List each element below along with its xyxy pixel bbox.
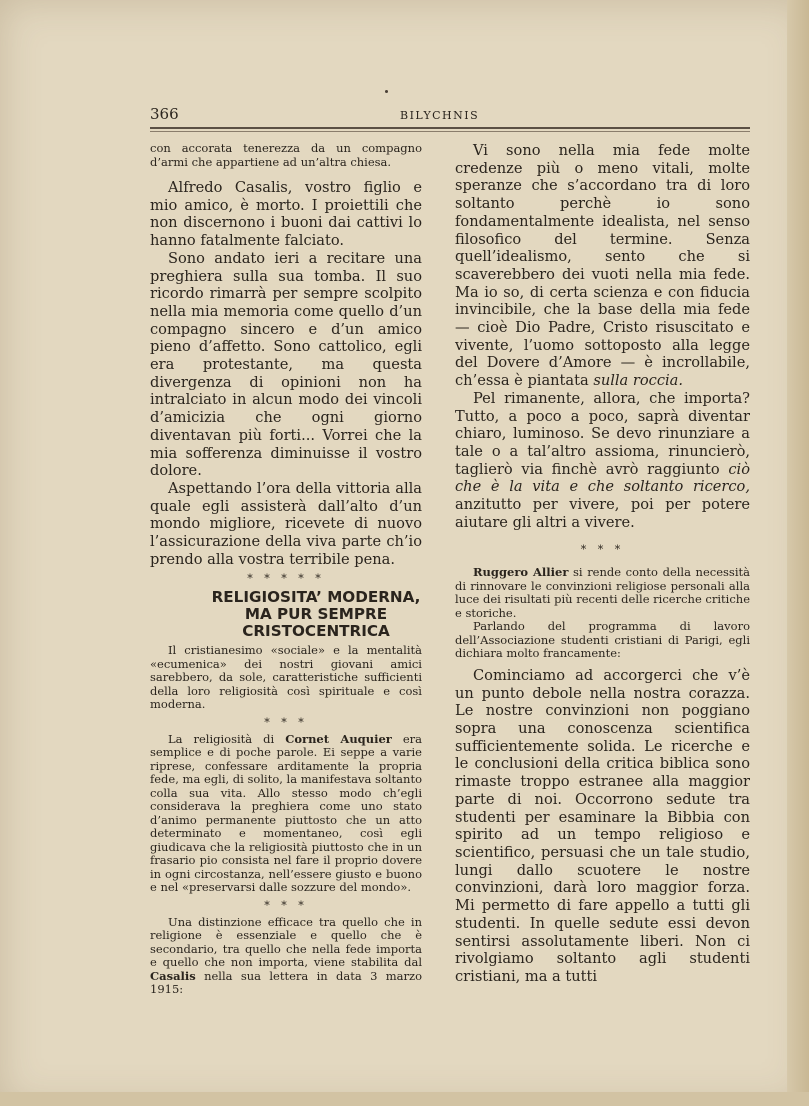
quote-paragraph: Cominciamo ad accorgerci che v’è un punto debole nella nostra corazza. Le nostre convinzioni non poggiano sopra una conoscenza scientifica sufficientemente solida. Le ricerche e le conclusioni della critica biblica sono rimaste troppo estranee alla maggior parte di noi. Occorrono sedute tra studenti per esaminare la Bibbia con spirito ad un tempo religioso e scientifico, persuasi che un tale studio, lungi dallo scuotere le nostre convinzioni, darà loro maggior forza. Mi permetto di fare appello a tutti gli studenti. In quelle sedute essi devon sentirsi assolutamente liberi. Non ci rivolgiamo soltanto agli studenti cristiani, ma a tutti bbox=[455, 666, 750, 985]
letter-paragraph: Alfredo Casalis, vostro figlio e mio amico, è morto. I proiettili che non discernono i buoni dai cattivi lo hanno fatalmente falciato. bbox=[150, 179, 422, 250]
body-paragraph bbox=[455, 566, 750, 620]
person-name: Casalis bbox=[150, 968, 196, 983]
quote-paragraph bbox=[455, 142, 750, 390]
text-run: Pel rimanente, allora, che importa? Tutto, a poco a poco, saprà diventar chiaro, luminoso. Se devo rinunziare a tale o a tal’altro assioma, rinuncierò, taglierò via finchè avrò raggiunto bbox=[455, 389, 750, 478]
person-name: Ruggero Allier bbox=[473, 565, 569, 580]
page-number: 366 bbox=[150, 105, 179, 123]
header-rule-thin bbox=[150, 131, 750, 132]
body-paragraph: Parlando del programma di lavoro dell’Associazione studenti cristiani di Parigi, egli dichiara molto francamente: bbox=[455, 619, 750, 661]
letter-paragraph: Aspettando l’ora della vittoria alla quale egli assisterà dall’alto d’un mondo migliore, ricevete di nuovo l’assicurazione della viva parte ch’io prendo alla vostra terribile pena. bbox=[150, 479, 422, 568]
left-column bbox=[150, 142, 422, 997]
text-run: si rende conto della necessità di rinnovare le convinzioni religiose personali alla luce dei risultati più recenti delle ricerche critiche e storiche. bbox=[455, 565, 750, 620]
print-mark bbox=[385, 90, 388, 93]
section-divider: * * * bbox=[264, 715, 308, 729]
text-run: era semplice e di poche parole. Ei seppe a varie riprese, confessare arditamente la propria fede, ma egli, di solito, la manifestava soltanto colla sua vita. Allo stesso modo ch’egli considerava la preghiera come uno stato d’animo permanente piuttosto che un atto determinato e momentaneo, così egli giudicava che la religiosità piuttosto che in un frasario pio consista nel fare il proprio dovere in ogni circostanza, nell’essere giusto e buono e nel «preservarsi dalle sozzure del mondo». bbox=[150, 731, 422, 895]
text-run: La religiosità di bbox=[168, 731, 286, 746]
section-divider: * * * bbox=[264, 898, 308, 912]
text-run: anzitutto per vivere, poi per potere aiutare gli altri a vivere. bbox=[455, 496, 750, 531]
running-title: BILYCHNIS bbox=[400, 109, 480, 122]
intro-text: con accorata tenerezza da un compagno d’armi che appartiene ad un’altra chiesa. bbox=[150, 141, 422, 169]
body-paragraph bbox=[150, 733, 422, 895]
page-bottom-edge bbox=[0, 1092, 809, 1106]
letter-paragraph: Sono andato ieri a recitare una preghiera sulla sua tomba. Il suo ricordo rimarrà per sempre scolpito nella mia memoria come quello d’un compagno sincero e d’un amico pieno d’affetto. Sono cattolico, egli era protestante, ma questa divergenza di opinioni non ha intralciato in alcun modo dei vincoli d’amicizia che ogni giorno diventavan più forti... Vorrei che la mia sofferenza diminuisse il vostro dolore. bbox=[150, 249, 422, 480]
text-run: nella sua lettera in data 3 marzo 1915: bbox=[150, 968, 422, 997]
page-header bbox=[150, 105, 750, 129]
section-divider: * * * bbox=[580, 543, 625, 557]
emphasis: sulla roccia. bbox=[593, 372, 684, 390]
person-name: Cornet Auquier bbox=[285, 731, 392, 746]
right-column bbox=[455, 142, 750, 986]
text-run: Vi sono nella mia fede molte credenze più o meno vitali, molte speranze che s’accordano tra di loro soltanto perchè io sono fondamentalmente idealista, nel senso filosofico del termine. Senza quell’idealismo, sento che si scaverebbero dei vuoti nella mia fede. Ma io so, di certa scienza e con fiducia invincibile, che la base della mia fede — cioè Dio Padre, Cristo risuscitato e vivente, l’uomo sottoposto alla legge del Dovere d’Amore — è incrollabile, ch’essa è piantata bbox=[455, 142, 750, 390]
section-title: RELIGIOSITA’ MODERNA, MA PUR SEMPRE CRISTOCENTRICA bbox=[211, 588, 421, 641]
body-paragraph: Il cristianesimo «sociale» e la mentalità «ecumenica» dei nostri giovani amici sarebbero, da sole, caratteristiche sufficienti della loro religiosità così spirituale e così moderna. bbox=[150, 643, 422, 712]
body-paragraph bbox=[150, 916, 422, 997]
emphasis: ciò che è la vita e che soltanto ricerco, bbox=[455, 460, 750, 496]
quote-paragraph bbox=[455, 390, 750, 532]
section-divider: * * * * * bbox=[247, 572, 325, 586]
text-run: Una distinzione efficace tra quello che in religione è essenziale e quello che è secondario, tra quello che nella fede importa e quello che non importa, viene stabilita dal bbox=[150, 914, 422, 970]
header-rule bbox=[150, 127, 750, 129]
page-edge bbox=[787, 0, 809, 1106]
